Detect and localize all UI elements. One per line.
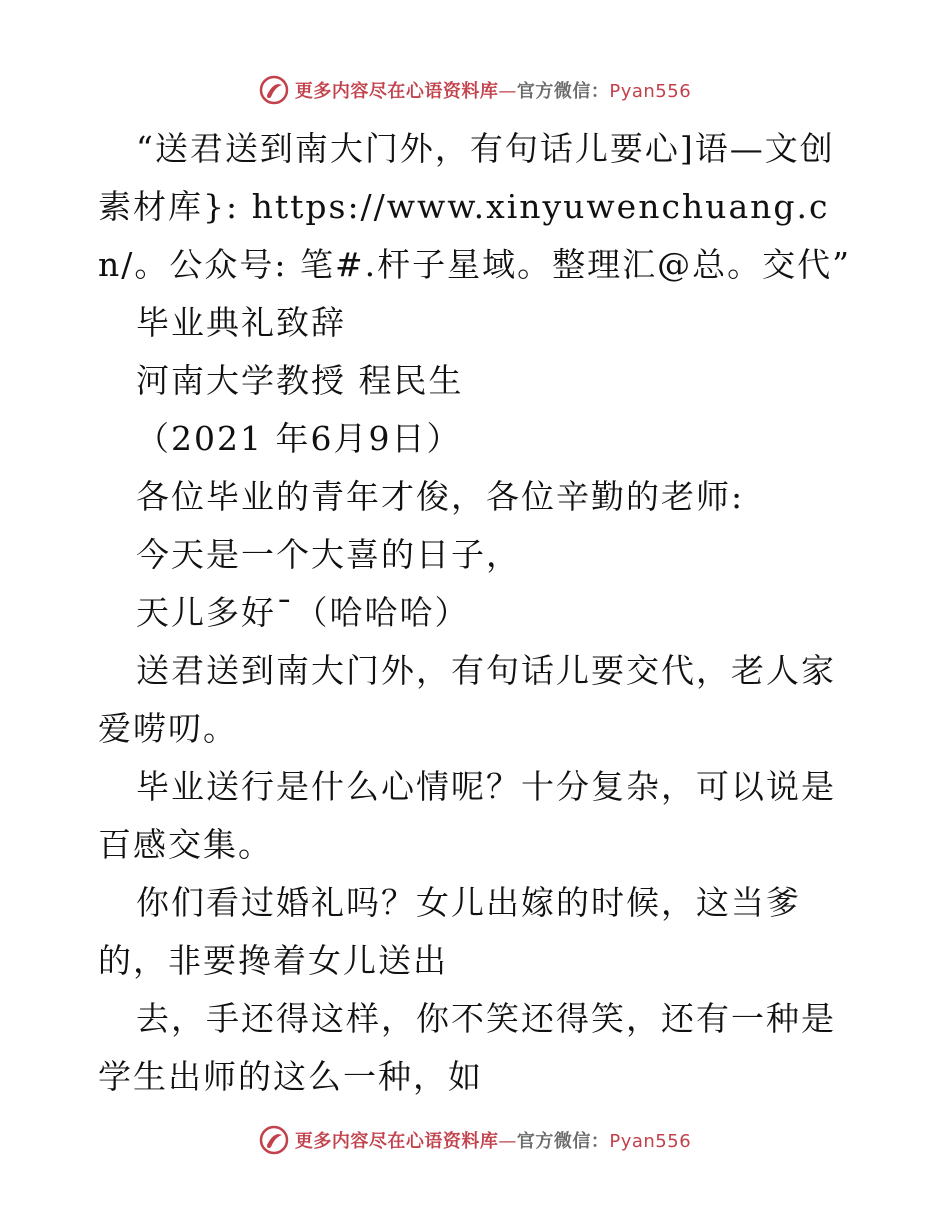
- red-seal-logo-icon: [259, 75, 289, 105]
- paragraph: 你们看过婚礼吗？女儿出嫁的时候，这当爹的，非要搀着女儿送出: [98, 883, 801, 980]
- banner-wechat-label: 官方微信：: [516, 81, 610, 102]
- banner-handle: Pyan556: [609, 1131, 692, 1152]
- paragraph: 今天是一个大喜的日子，: [136, 535, 521, 574]
- paragraph: 去，手还得这样，你不笑还得笑，还有一种是学生出师的这么一种，如: [98, 999, 836, 1096]
- banner-site-name: 更多内容尽在心语资料库: [294, 81, 499, 102]
- banner-text: [295, 77, 691, 103]
- banner-dash: —: [498, 81, 517, 102]
- speech-author: 河南大学教授 程民生: [136, 361, 464, 400]
- paragraph: 天儿多好¯（哈哈哈）: [136, 593, 470, 632]
- paragraph: 毕业送行是什么心情呢？十分复杂，可以说是百感交集。: [98, 767, 836, 864]
- speech-date: （2021 年6月9日）: [136, 419, 462, 458]
- paragraph: 送君送到南大门外，有句话儿要交代，老人家爱唠叨。: [98, 651, 836, 748]
- banner-wechat-label: 官方微信：: [516, 1131, 610, 1152]
- banner-handle: Pyan556: [609, 81, 692, 102]
- paragraph-greeting: 各位毕业的青年才俊，各位辛勤的老师:: [136, 477, 745, 516]
- document-body: [98, 120, 858, 1106]
- banner-dash: —: [498, 1131, 517, 1152]
- red-seal-logo-icon: [259, 1125, 289, 1155]
- banner-site-name: 更多内容尽在心语资料库: [294, 1131, 499, 1152]
- speech-title: 毕业典礼致辞: [136, 303, 346, 342]
- header-banner: [0, 70, 950, 110]
- banner-text: [295, 1127, 691, 1153]
- footer-banner: [0, 1120, 950, 1160]
- paragraph-source-note: “送君送到南大门外，有句话儿要心]语—文创素材库}: https://www.xinyuwenchuang.cn/。公众号: 笔#.杆子星域。整理汇@总。交代”: [98, 129, 851, 284]
